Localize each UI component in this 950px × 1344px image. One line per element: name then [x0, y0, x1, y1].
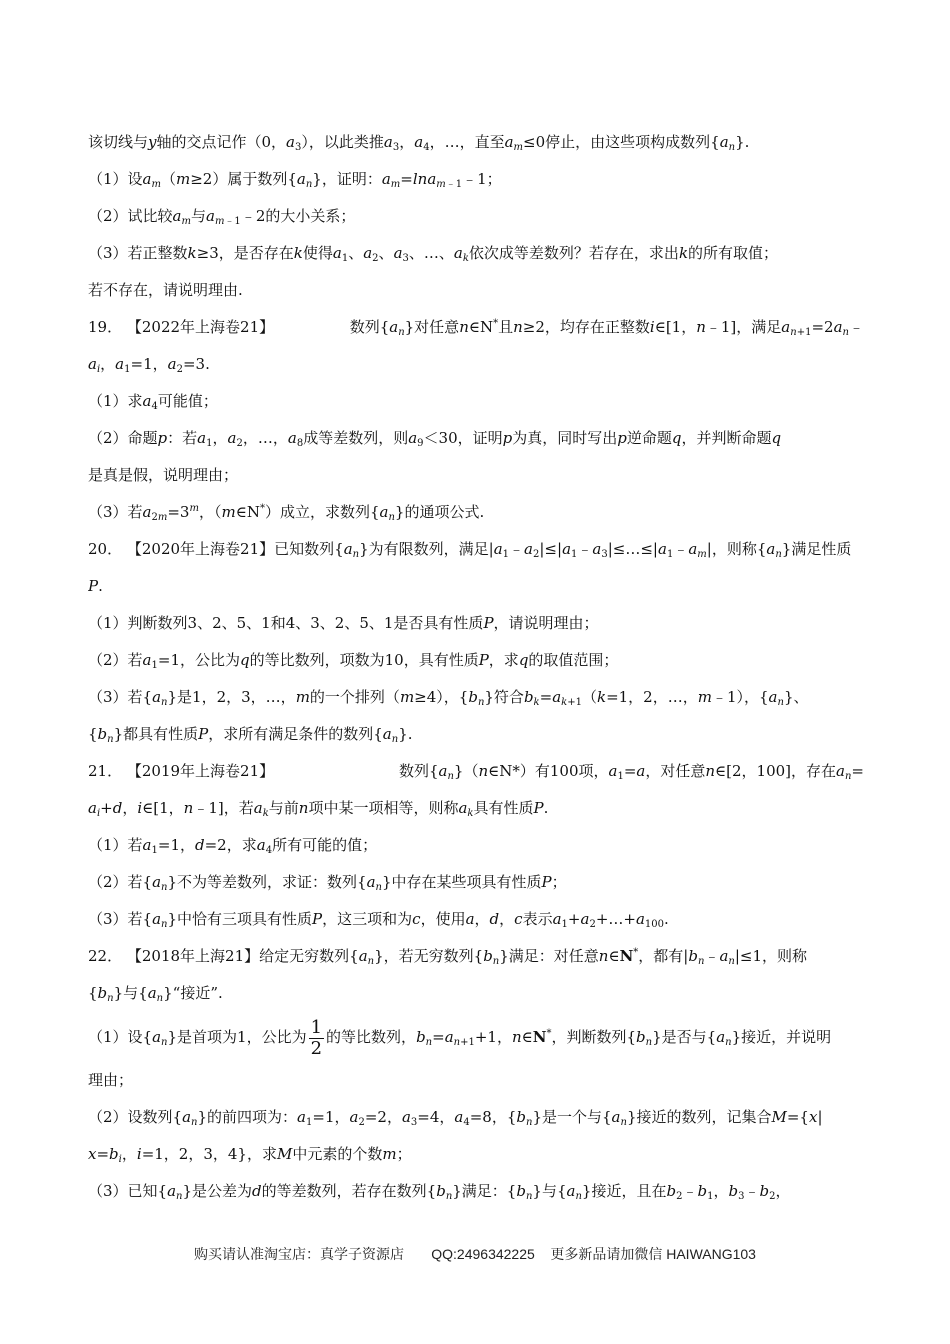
p20-q2: （2）若$a_1=1$，公比为q的等比数列，项数为10，具有性质P，求q的取值范围； — [88, 651, 619, 671]
p22-q1-line2: 理由； — [88, 1071, 134, 1089]
p19-stem-line2: $a_i$，$a_1=1$，$a_2=3$. — [88, 355, 210, 375]
p18-q1: （1）设$a_m(m\ge 2)$属于数列$\{a_n\}$，证明：$a_m=\ln a_{m﹣1}﹣1$； — [88, 170, 502, 190]
p21-stem-line2: $a_i+d$，i∈[1，n﹣1]，若$a_k$与前n项中某一项相等，则称$a_k$具有性质P. — [88, 799, 549, 819]
p20-stem-line1: 20． 【2020年上海卷21】已知数列$\{a_n\}$为有限数列，满足$|a_1﹣a_2|\le|a_1﹣a_3|\le\dots\le|a_1﹣a_m|$，则称$\{a_n\}$满足性质 — [88, 540, 852, 560]
p20-source: 【2020年上海卷21】 — [126, 540, 275, 558]
p19-q2-line2: 是真是假，说明理由； — [88, 466, 239, 484]
p22-q1-line1: （1）设$\{a_n\}$是首项为1，公比为 $\frac{1}{2}$ 的等比数列，$b_n=a_{n+1}+1$，n∈N*，判断数列$\{b_n\}$是否与$\{a_n\}$接近，并说明 — [88, 1016, 832, 1059]
p18-q3-line2: 若不存在，请说明理由. — [88, 281, 243, 299]
p19-number: 19． — [88, 318, 123, 336]
p22-q2-line1: （2）设数列$\{a_n\}$的前四项为：$a_1=1$，$a_2=2$，$a_3=4$，$a_4=8$，$\{b_n\}$是一个与$\{a_n\}$接近的数列，记集合M={x| — [88, 1108, 823, 1128]
p22-stem-line2: $\{b_n\}$与$\{a_n\}“$接近”. — [88, 984, 223, 1004]
p20-number: 20． — [88, 540, 123, 558]
p18-q2: （2）试比较$a_m$与$a_{m﹣1}﹣2$的大小关系； — [88, 207, 356, 227]
p21-q2: （2）若$\{a_n\}$不为等差数列，求证：数列$\{a_n\}$中存在某些项具有性质P； — [88, 873, 567, 893]
p19-q3: （3）若$a_{2m}=3^m$，（m∈N*）成立，求数列$\{a_n\}$的通项公式. — [88, 503, 485, 523]
p21-source: 【2019年上海卷21】 — [126, 762, 275, 780]
p22-stem-line1: 22． 【2018年上海21】给定无穷数列$\{a_n\}$，若无穷数列$\{b_n\}$满足：对任意n∈N*，都有$|b_n﹣a_n|\le 1$，则称 — [88, 947, 808, 967]
p20-stem-line2: P. — [88, 577, 103, 595]
footer-shop: 购买请认准淘宝店：真学子资源店 — [194, 1246, 405, 1262]
p19-q2-line1: （2）命题p：若$a_1$，$a_2$，…，$a_8$成等差数列，则$a_9<30$，证明p为真，同时写出p逆命题q，并判断命题q — [88, 429, 782, 449]
p22-number: 22． — [88, 947, 123, 965]
p18-intro: 该切线与y轴的交点记作（0，$a_3$），以此类推$a_3$，$a_4$，…，直至$a_m\le 0$停止，由这些项构成数列$\{a_n\}$. — [88, 133, 750, 153]
p21-q3: （3）若$\{a_n\}$中恰有三项具有性质P，这三项和为c，使用a，d，c表示$a_1+a_2+\dots+a_{100}$. — [88, 910, 669, 930]
p19-source: 【2022年上海卷21】 — [126, 318, 275, 336]
p22-source: 【2018年上海21】 — [126, 947, 260, 965]
p18-q3-line1: （3）若正整数k≥3，是否存在k使得$a_1$、$a_2$、$a_3$、…、$a_k$依次成等差数列？若存在，求出k的所有取值； — [88, 244, 779, 264]
footer-qq: QQ:2496342225 — [431, 1246, 535, 1262]
p21-number: 21． — [88, 762, 123, 780]
document-body — [88, 124, 864, 1210]
p22-q2-line2: $x=b_i$，i=1，2，3，4}，求M中元素的个数m； — [88, 1145, 412, 1165]
p19-stem-line1: 19． 【2022年上海卷21】 数列$\{a_n\}$对任意n∈N*且n≥2，均存在正整数i∈[1，n﹣1]，满足$a_{n+1}=2a_n﹣$ — [88, 318, 864, 338]
footer-wechat: 更多新品请加微信 HAIWANG103 — [550, 1246, 756, 1262]
p22-q3-line1: （3）已知$\{a_n\}$是公差为d的等差数列，若存在数列$\{b_n\}$满足：$\{b_n\}$与$\{a_n\}$接近，且在$b_2﹣b_1$，$b_3﹣b_2$， — [88, 1182, 791, 1202]
p21-q1: （1）若$a_1=1$，d=2，求$a_4$所有可能的值； — [88, 836, 378, 856]
page-footer — [0, 1244, 950, 1264]
p19-q1: （1）求$a_4$可能值； — [88, 392, 218, 412]
p20-q3-line1: （3）若$\{a_n\}$是1，2，3，…，m的一个排列（m≥4），$\{b_n\}$符合$b_k=a_{k+1}(k=1$，2，…，m﹣1），$\{a_n\}$、 — [88, 688, 809, 708]
fraction-one-half: $\frac{1}{2}$ — [310, 1016, 323, 1059]
p20-q3-line2: $\{b_n\}$都具有性质P，求所有满足条件的数列$\{a_n\}$. — [88, 725, 413, 745]
p20-q1: （1）判断数列3、2、5、1和4、3、2、5、1是否具有性质P，请说明理由； — [88, 614, 599, 632]
p21-stem-line1: 21． 【2019年上海卷21】 数列$\{a_n\}(n\in N*)$有100项，$a_1=a$，对任意n∈[2，100]，存在$a_n=$ — [88, 762, 864, 782]
